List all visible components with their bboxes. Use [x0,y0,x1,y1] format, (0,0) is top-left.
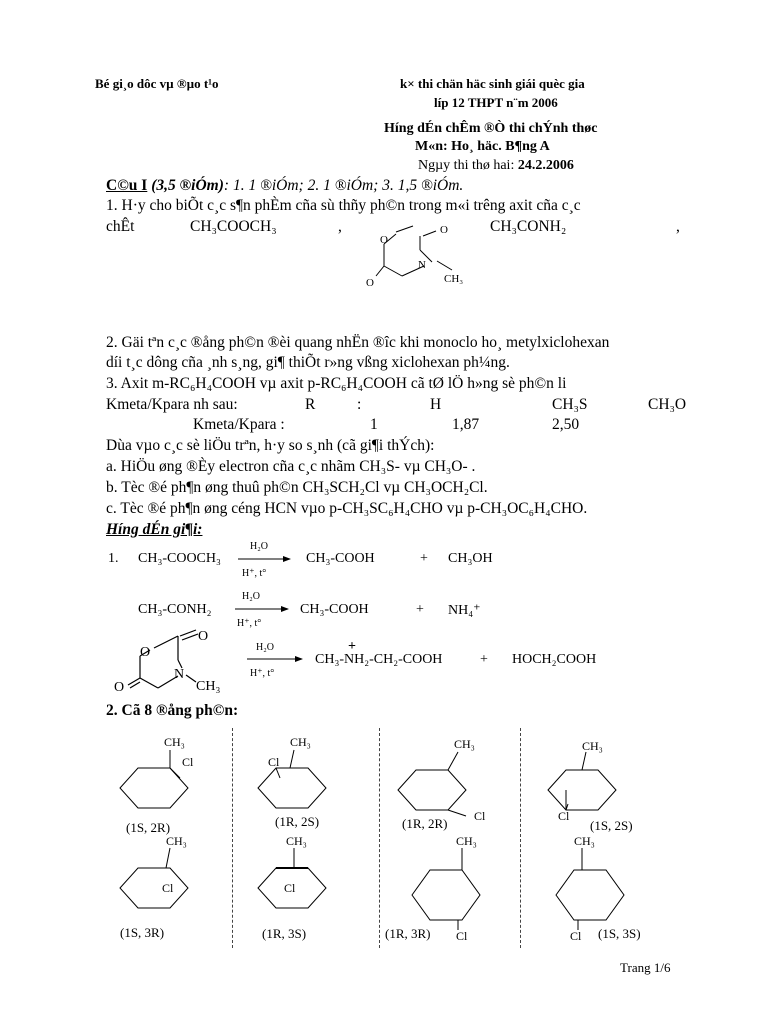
page-number: Trang 1/6 [620,960,671,975]
isomer-ring [412,870,480,920]
item-b: b. Tèc ®é ph¶n øng thuû ph©n CH₃SCH₂Cl vµ CH₃OCH₂Cl. [106,479,488,496]
reaction1-top: H₂O [250,541,268,552]
r-value-h: H [430,396,442,413]
part2-text-2: díi t¸c dông cña ¸nh s¸ng, gi¶ thiÕt r»ng vßng xiclohexan ph¼ng. [106,354,510,371]
item-c: c. Tèc ®é ph¶n øng céng HCN vµo p-CH₃SC₆H₄CHO vµ p-CH₃OC₆H₄CHO. [106,500,588,517]
reaction3-product1: CH₃-NH₂-CH₂-COOH [315,652,443,667]
methyl-label: CH₃ [286,834,307,848]
ministry-name: Bé gi¸o dôc vµ ®µo t¹o [95,76,219,91]
instruction: Dùa vµo c¸c sè liÖu trªn, h·y so s¸nh (cã gi¶i thÝch): [106,437,435,454]
step1-number: 1. [108,551,119,566]
methyl-group: CH₃ [444,273,464,285]
methyl-label: CH₃ [574,834,595,848]
part1-chat: chÊt [106,218,135,235]
compound-sep: , [676,218,680,235]
guide-title: Híng dÉn chÊm ®Ò thi chÝnh thøc [384,121,598,136]
isomer-ring [556,870,624,920]
k-value-ch3o: 2,50 [552,416,580,433]
oxygen-atom: O [198,629,209,644]
compound-sep: , [338,218,342,235]
isomer-ring [120,768,188,808]
reaction2-plus: + [416,602,424,617]
compound-b: CH₃CONH₂ [490,218,567,235]
oxygen-atom: O [114,680,125,695]
r-header: R [305,396,316,413]
reaction1-plus: + [420,551,428,566]
chloro-label: Cl [558,809,570,823]
step2-text: 2. Cã 8 ®ång ph©n: [106,702,239,719]
part3-text: 3. Axit m-RC₆H₄COOH vµ axit p-RC₆H₄COOH cã tØ lÖ h»ng sè ph©n li [106,375,567,392]
question-points: (3,5 ®iÓm) [151,177,224,194]
oxygen-atom: O [140,645,151,660]
isomer-ring [398,770,466,810]
question-breakdown: : 1. 1 ®iÓm; 2. 1 ®iÓm; 3. 1,5 ®iÓm. [223,177,464,194]
isomer-label: (1S, 3R) [120,925,165,940]
plus-charge: + [348,639,356,654]
methyl-label: CH₃ [164,735,185,749]
isomer-label: (1R, 2S) [275,814,320,829]
colon: : [357,396,362,413]
chloro-label: Cl [268,755,280,769]
date-value: 24.2.2006 [517,158,574,173]
reaction3-product2: HOCH₂COOH [512,652,597,667]
reaction2-top: H₂O [242,591,260,602]
isomer-label: (1S, 3S) [598,926,641,941]
chloro-label: Cl [474,809,486,823]
solution-title: Híng dÉn gi¶i: [106,521,203,538]
nitrogen-atom: N [174,667,185,682]
k-label-2: Kmeta/Kpara : [193,416,285,433]
oxygen-atom: O [366,277,374,289]
item-a: a. HiÖu øng ®Èy electron cña c¸c nhãm CH₃S- vµ CH₃O- . [106,458,476,475]
chloro-label: Cl [284,881,296,895]
methyl-label: CH₃ [166,834,187,848]
r-value-ch3s: CH₃S [552,396,588,413]
methyl-label: CH₃ [582,739,603,753]
isomer-ring [258,768,326,808]
reaction2-product2: NH₄⁺ [448,603,481,618]
reaction1-product1: CH₃-COOH [306,551,375,566]
reaction3-top: H₂O [256,642,274,653]
k-value-ch3s: 1,87 [452,416,480,433]
reaction2-product1: CH₃-COOH [300,602,369,617]
reaction2-reactant: CH₃-CONH₂ [138,602,212,617]
part1-text: 1. H·y cho biÕt c¸c s¶n phÈm cña sù thñy ph©n trong m«i trêng axit cña c¸c [106,197,581,214]
isomer-label: (1R, 2R) [402,816,448,831]
isomer-ring [548,770,616,810]
reaction1-bottom: H⁺, t° [242,568,267,579]
oxygen-atom: O [440,224,448,236]
compound-a: CH₃COOCH₃ [190,218,277,235]
reaction2-bottom: H⁺, t° [237,618,262,629]
methyl-label: CH₃ [290,735,311,749]
isomer-label: (1R, 3R) [385,926,431,941]
isomer-label: (1S, 2S) [590,818,633,833]
part2-text: 2. Gäi tªn c¸c ®ång ph©n ®èi quang nhËn ®îc khi monoclo ho¸ metylxiclohexan [106,334,610,351]
chloro-label: Cl [456,929,468,943]
isomer-ring [120,868,188,908]
nitrogen-atom: N [418,259,426,271]
chloro-label: Cl [162,881,174,895]
question-label: C©u I [106,177,148,194]
reaction3-bottom: H⁺, t° [250,668,275,679]
isomer-label: (1S, 2R) [126,820,171,835]
grade-year: líp 12 THPT n¨m 2006 [434,95,558,110]
reaction1-product2: CH₃OH [448,551,493,566]
methyl-label: CH₃ [454,737,475,751]
reaction1-reactant: CH₃-COOCH₃ [138,551,221,566]
exam-name: k× thi chän häc sinh giái quèc gia [400,76,585,91]
oxygen-atom: O [380,234,388,246]
date-label: Ngµy thi thø hai: [418,158,515,173]
k-label: Kmeta/Kpara nh sau: [106,396,238,413]
subject: M«n: Ho¸ häc. B¶ng A [415,139,550,154]
methyl-group: CH₃ [196,679,221,694]
reaction3-plus: + [480,652,488,667]
chloro-label: Cl [570,929,582,943]
isomer-label: (1R, 3S) [262,926,307,941]
methyl-label: CH₃ [456,834,477,848]
r-value-ch3o: CH₃O [648,396,687,413]
k-value-h: 1 [370,416,378,433]
chloro-label: Cl [182,755,194,769]
